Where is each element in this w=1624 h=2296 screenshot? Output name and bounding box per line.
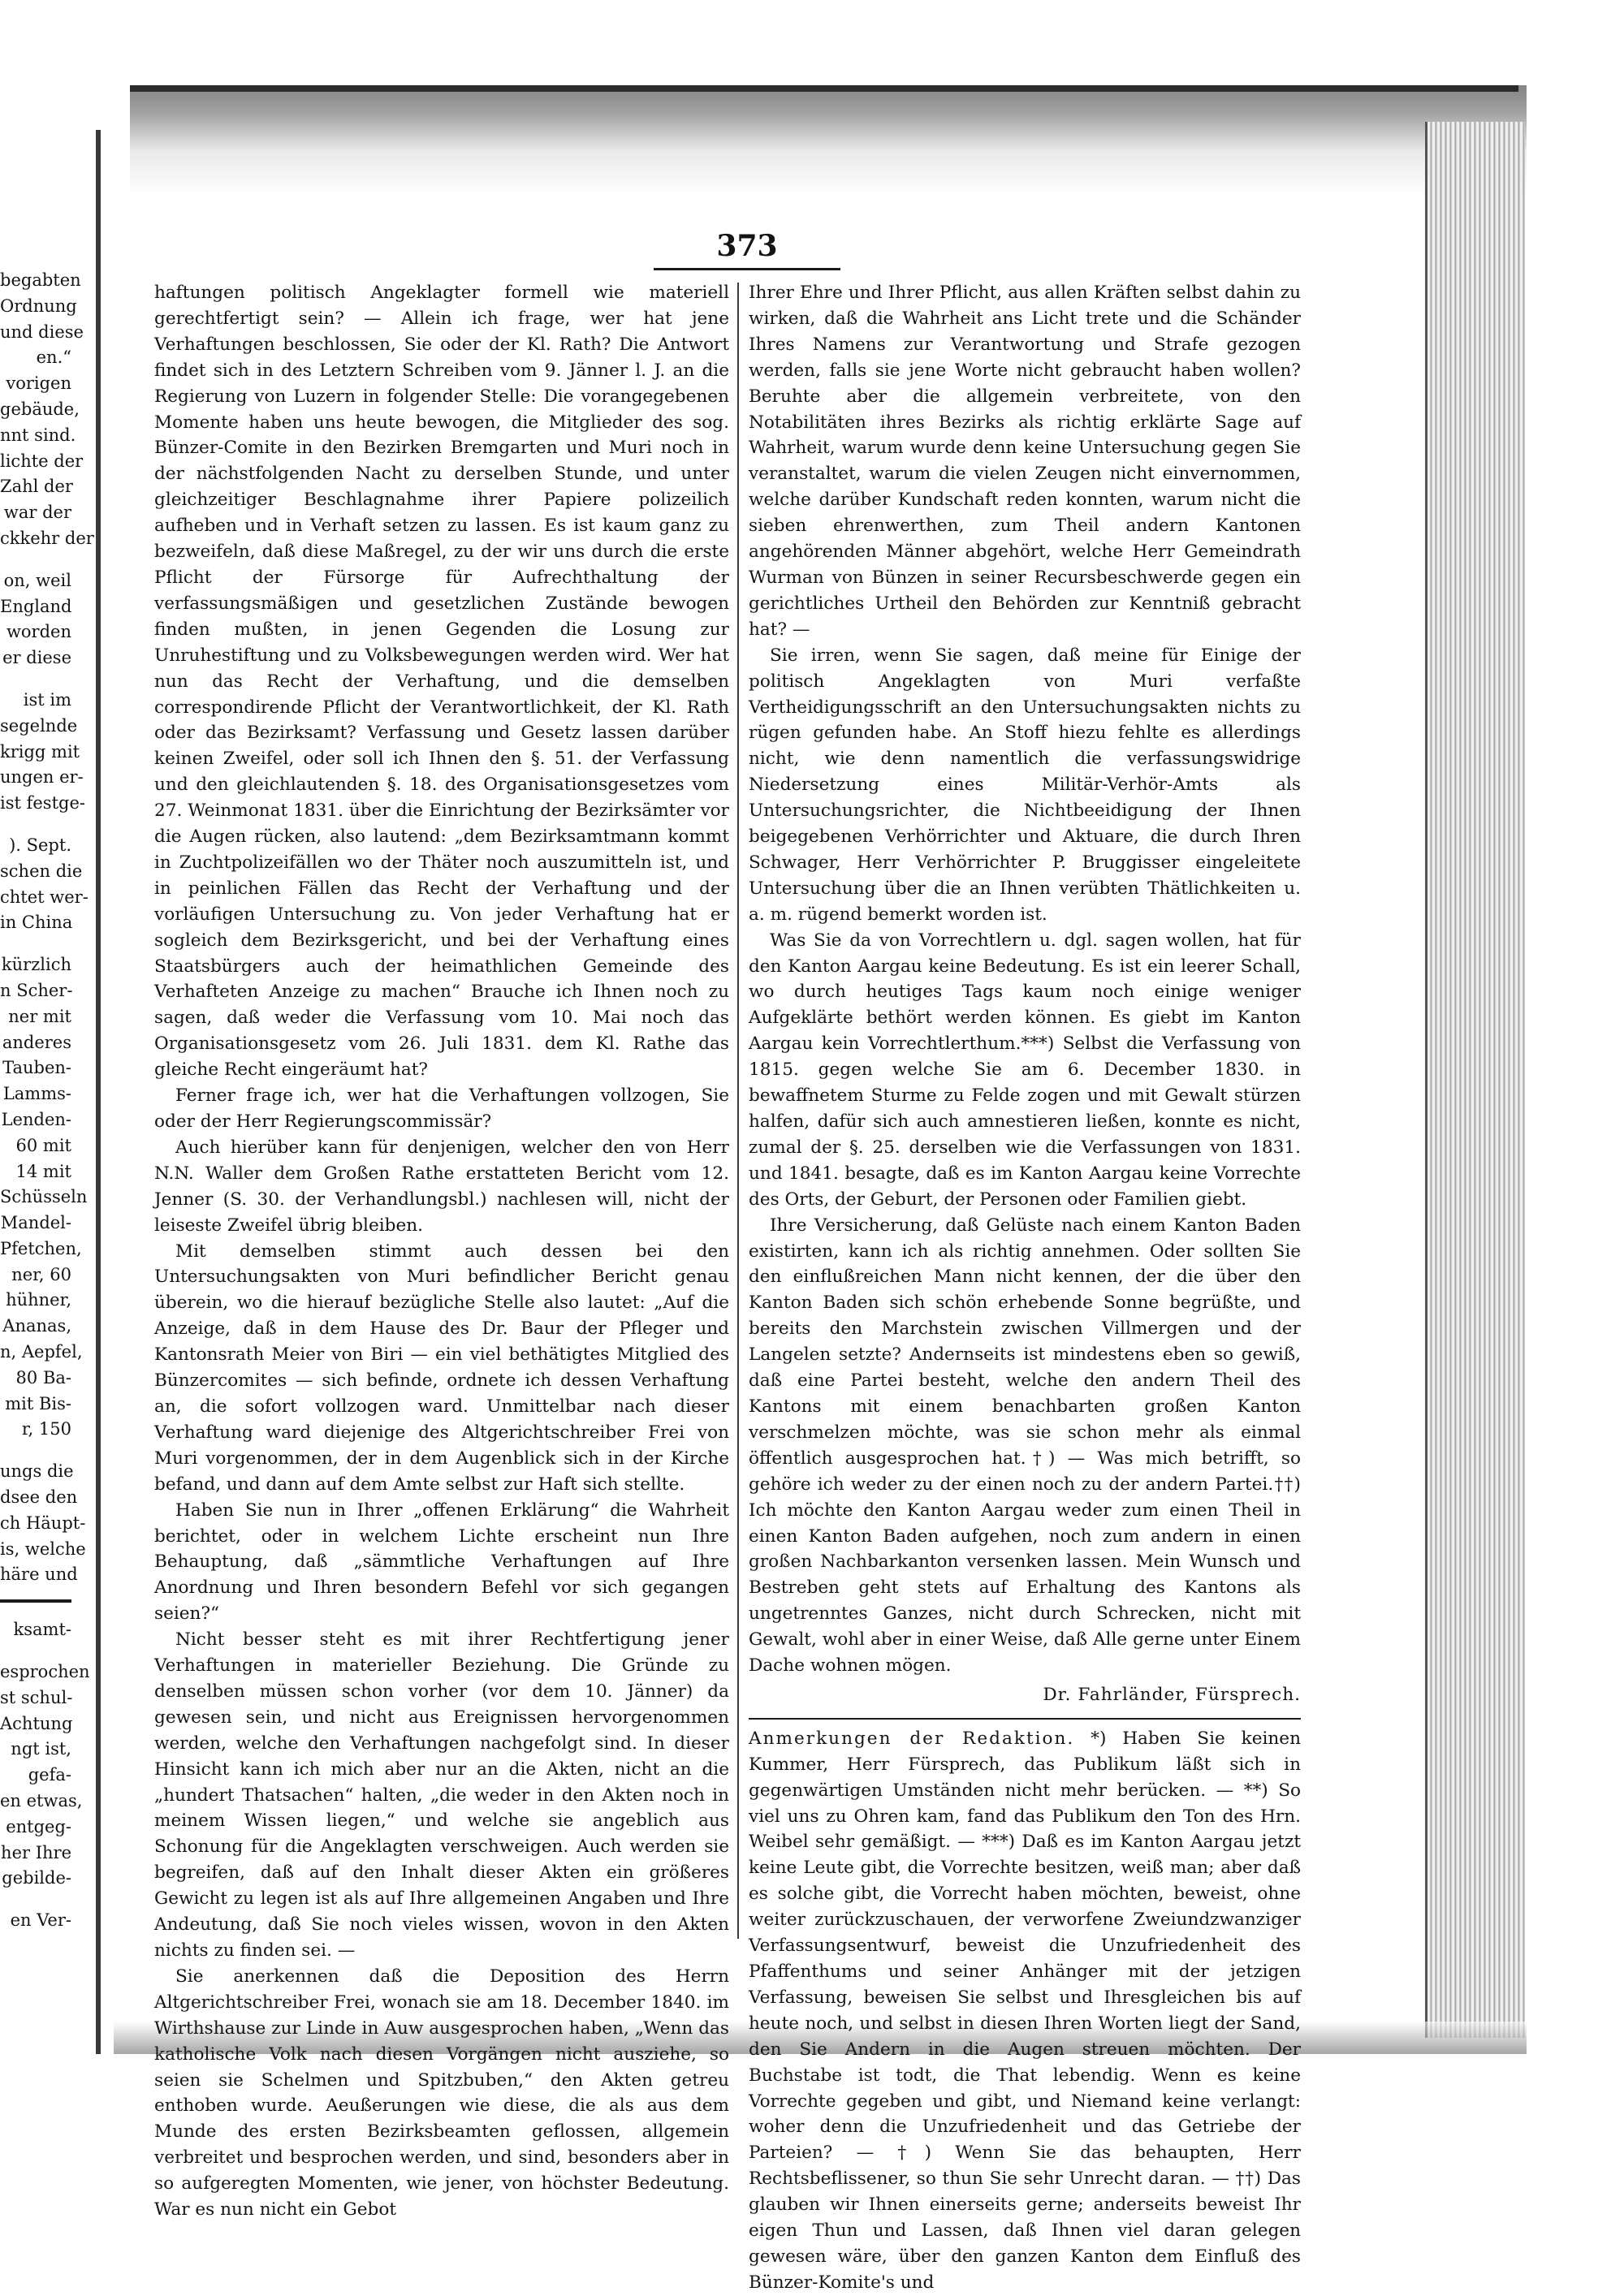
right-paragraph: Sie irren, wenn Sie sagen, daß meine für Einige der politisch Angeklagten von Muri verfaßte Vertheidigungsschrift an den Untersuchungsakten nichts zu rügen gefunden habe. An Stoff hiezu fehlte es allerdings nicht, wie denn namentlich die verfassungswidrige Niedersetzung eines Militär-Verhör-Amts als Untersuchungsrichter, die Nichtbeeidigung der Ihnen beigegebenen Verhörrichter und Aktuare, die durch Ihren Schwager, Herr Verhörrichter P. Bruggisser eingeleitete Untersuchung über die an Ihnen verübten Thätlichkeiten u. a. m. rügend bemerkt worden ist. (749, 645, 1301, 925)
left-paragraph: Mit demselben stimmt auch dessen bei den Untersuchungsakten von Muri befindlicher Bericht genau überein, wo die hierauf bezügliche Stelle also lautet: „Auf die Anzeige, daß in dem Hause des Dr. Baur der Pfleger und Kantonsrath Meier von Biri — ein viel bethätigtes Mitglied des Bünzercomites — sich befinde, ordnete ich dessen Verhaftung an, die sofort vollzogen ward. Unmittelbar nach dieser Verhaftung ward diejenige des Altgerichtschreiber Frei von Muri vorgenommen, der in dem Augenblick sich in der Kirche befand, und dann auf dem Amte selbst zur Haft sich stellte. (154, 1241, 729, 1495)
previous-page-line: ist festge- (0, 793, 85, 814)
previous-page-line: Pfetchen, (0, 1238, 82, 1258)
previous-page-line: war der (3, 503, 71, 523)
previous-page-line: segelnde (0, 715, 78, 736)
previous-page-line: vorigen (6, 373, 71, 394)
previous-page-line: er diese (2, 648, 71, 668)
left-paragraph: haftungen politisch Angeklagter formell wie materiell gerechtfertigt sein? — Allein ich frage, wer hat jene Verhaftungen beschlossen, Sie oder der Kl. Rath? Die Antwort findet sich in des Letztern Schreiben vom 9. Jänner l. J. an die Regierung von Luzern in folgender Stelle: Die vorangegebenen Momente haben uns heute bewogen, die Mitglieder des sog. Bünzer-Comite in den Bezirken Bremgarten und Muri noch in der nächstfolgenden Nacht zu derselben Stunde, und unter gleichzeitiger Beschlagnahme ihrer Papiere polizeilich aufheben und in Verhaft setzen zu lassen. Es ist kaum ganz zu bezweifeln, daß diese Maßregel, zu der wir uns durch die erste Pflicht der Fürsorge für Aufrechthaltung der verfassungsmäßigen und gesetzlichen Zustände bewogen finden mußten, in jenen Gegenden die Losung zur Unruhestiftung und zu Volksbewegungen werden wird. Wer hat nun das Recht der Verhaftung, und die demselben correspondirende Pflicht der Verantwortlichkeit, der Kl. Rath oder das Bezirksamt? Verfassung und Gesetz lassen darüber keinen Zweifel, oder soll ich Ihnen den §. 51. der Verfassung und den gleichlautenden §. 18. des Organisationsgesetzes vom 27. Weinmonat 1831. über die Einrichtung der Bezirksämter vor die Augen rücken, also lautend: „dem Bezirksamtmann kommt in Zuchtpolizeifällen wo der Thäter noch auszumitteln ist, und in peinlichen Fällen das Recht der Verhaftung und der vorläufigen Untersuchung zu. Von jeder Verhaftung hat er sogleich dem Bezirksgericht, und bei der Verhaftung eines Staatsbürgers auch der heimathlichen Gemeinde des Verhafteten Anzeige zu machen“ Brauche ich Ihnen noch zu sagen, daß weder die Verfassung vom 10. Mai noch das Organisationsgesetz vom 26. Juli 1831. dem Kl. Rathe das gleiche Recht eingeräumt hat? (154, 283, 729, 1081)
left-paragraph: Auch hierüber kann für denjenigen, welcher den von Herr N.N. Waller dem Großen Rathe erstatteten Bericht vom 12. Jenner (S. 30. der Verhandlungsbl.) nachlesen will, nicht der leiseste Zweifel übrig bleiben. (154, 1137, 729, 1236)
previous-page-line: esprochen (0, 1662, 90, 1682)
previous-page-line: n Scher- (0, 980, 73, 1000)
previous-page-line: ist im (23, 689, 71, 710)
right-paragraph: Was Sie da von Vorrechtlern u. dgl. sagen wollen, hat für den Kanton Aargau keine Bedeutung. Es ist ein leerer Schall, wo durch heutiges Tags kaum noch einige weniger Aufgeklärte bethört werden können. Es giebt im Kanton Aargau kein Vorrechtlerthum.***) Selbst die Verfassung von 1815. gegen welche Sie am 6. December 1830. in bewaffnetem Sturme zu Felde zogen und mit Gewalt stürzen halfen, dafür sich auch amnestieren ließen, konnte es nicht, zumal der §. 25. derselben wie die Verfassungen von 1831. und 1841. besagte, daß es im Kanton Aargau keine Vorrechte des Orts, der Geburt, der Personen oder Familien giebt. (749, 930, 1301, 1210)
previous-page-line: Lamms- (2, 1084, 71, 1104)
previous-page-line: Mandel- (0, 1213, 71, 1233)
right-paragraph: Ihre Versicherung, daß Gelüste nach einem Kanton Baden existirten, kann ich als richtig annehmen. Oder sollten Sie den einflußreichen Mann nicht kennen, der die über den Kanton Baden sich schön erhebende Sonne begrüßte, und bereits den Marchstein zwischen Villmergen und der Langelen setzte? Andernseits ist mindestens eben so gewiß, daß eine Partei besteht, welche den andern Theil des Kantons mit einem benachbarten großen Kanton verschmelzen möchte, was sie schon mehr als einmal öffentlich ausgesprochen hat.†) — Was mich betrifft, so gehöre ich weder zu der einen noch zu der andern Partei.††) Ich möchte den Kanton Aargau weder zum einen Theil in einen Kanton Baden aufgehen, noch zum andern in einen großen Nachbarkanton versenken lassen. Mein Wunsch und Bestreben geht stets auf Erhaltung des Kantons als ungetrenntes Ganzes, nicht durch Schrecken, nicht mit Gewalt, wohl aber in einer Weise, daß Alle gerne unter Einem Dache wohnen mögen. (749, 1215, 1301, 1677)
previous-page-line: is, welche (0, 1539, 86, 1559)
previous-page-fragment (0, 268, 94, 1931)
previous-page-line: England (0, 596, 72, 616)
left-paragraph: Sie anerkennen daß die Deposition des Herrn Altgerichtschreiber Frei, wonach sie am 18. December 1840. im Wirthshause zur Linde in Auw ausgesprochen haben, „Wenn das katholische Volk nach diesen Vorgängen nicht ausziehe, so seien sie Schelmen und Spitzbuben,“ den Akten getreu enthoben wurde. Aeußerungen wie diese, die als aus dem Munde des ersten Bezirksbeamten geflossen, allgemein verbreitet und besprochen werden, und sind, besonders aber in so aufgeregten Momenten, wie jener, von höchster Bedeutung. War es nun nicht ein Gebot (154, 1966, 729, 2220)
previous-page-line: 60 mit (15, 1135, 71, 1155)
previous-page-line (0, 936, 71, 952)
previous-page-line: st schul- (0, 1687, 73, 1707)
previous-page-line: en.“ (36, 347, 71, 368)
previous-page-line: 80 Ba- (15, 1367, 71, 1388)
column-divider (737, 283, 739, 1939)
previous-page-line: ). Sept. (9, 835, 71, 855)
previous-page-line: ungs die (0, 1461, 74, 1482)
previous-page-line: n, Aepfel, (0, 1342, 83, 1362)
scan-top-edge (130, 85, 1518, 92)
previous-page-line: lichte der (0, 451, 84, 471)
previous-page-line: in China (0, 913, 73, 933)
previous-page-line: her Ihre (1, 1842, 71, 1862)
previous-page-line (0, 1643, 71, 1659)
previous-page-line: gefa- (28, 1765, 71, 1785)
previous-page-line: krigg mit (0, 741, 80, 762)
previous-page-line: gebäude, (0, 399, 80, 419)
notes-heading: Anmerkungen der Redaktion. (749, 1728, 1075, 1749)
previous-page-line (0, 1892, 71, 1908)
left-paragraph: Haben Sie nun in Ihrer „offenen Erklärung“ die Wahrheit berichtet, oder in welchem Lichte erscheint nun Ihre Behauptung, daß „sämmtliche Verhaftungen auf Ihre Anordnung und Ihren besondern Befehl vor sich gegangen seien?“ (154, 1500, 729, 1625)
notes-text: *) Haben Sie keinen Kummer, Herr Fürsprech, das Publikum läßt sich in gegenwärtigen Umständen nicht mehr berücken. — **) So viel uns zu Ohren kam, fand das Publikum den Ton des Hrn. Weibel sehr gemäßigt. — ***) Daß es im Kanton Aargau jetzt keine Leute gibt, die Vorrechte besitzen, weiß man; aber daß es solche gibt, die Vorrecht haben möchten, beweist, ohne weiter zurückzuschauen, der verworfene Zweiundzwanziger Verfassungsentwurf, beweist die Unzufriedenheit des Pfaffenthums und seiner Anhänger mit der jetzigen Verfassung, beweisen Sie selbst und Ihresgleichen bis auf heute noch, und selbst in diesen Ihren Worten liegt der Sand, den Sie Andern in die Augen streuen möchten. Der Buchstabe ist todt, die That lebendig. Wenn es keine Vorrechte gegeben und gibt, und Niemand keine verlangt: woher denn die Unzufriedenheit und das Getriebe der Parteien? — †) Wenn Sie das behaupten, Herr Rechtsbeflissener, so thun Sie sehr Unrecht daran. — ††) Das glauben wir Ihnen einerseits gerne; anderseits beweist Ihr eigen Thun und Lassen, daß Ihnen viel daran gelegen gewesen wäre, über den ganzen Kanton dem Einfluß des Bünzer-Komite's und (749, 1728, 1301, 2293)
signature: Dr. Fahrländer, Fürsprech. (1043, 1684, 1301, 1705)
previous-page-line (0, 817, 71, 833)
previous-page-line: gebilde- (2, 1868, 71, 1888)
previous-page-line: Ordnung (0, 296, 77, 316)
left-column (154, 280, 729, 2223)
previous-page-line: ungen er- (0, 767, 84, 788)
previous-page-line: on, weil (3, 570, 71, 590)
previous-page-line: ngt ist, (11, 1739, 71, 1759)
editorial-notes (749, 1726, 1301, 2296)
left-paragraph: Ferner frage ich, wer hat die Verhaftungen vollzogen, Sie oder der Herr Regierungscommissär? (154, 1085, 729, 1132)
book-fore-edge (1425, 122, 1525, 2038)
previous-page-line: entgeg- (6, 1816, 71, 1836)
previous-page-line: worden (6, 622, 71, 642)
previous-page-line: ch Häupt- (0, 1513, 86, 1533)
previous-page-line: en Ver- (10, 1910, 71, 1931)
left-paragraph: Nicht besser steht es mit ihrer Rechtfertigung jener Verhaftungen in materieller Beziehung. Die Gründe zu denselben müssen schon vorher (vor dem 10. Jänner) da gewesen sein, und nicht aus Ereignissen hervorgenommen werden, welche den Verhaftungen nachgefolgt sind. In dieser Hinsicht kann ich mich aber nur an die Akten, nicht an die „hundert Thatsachen“ halten, „die weder in den Akten noch in meinem Wissen liegen,“ und welche sie angeblich aus Schonung für die Angeklagten verschweigen. Auch werden sie begreifen, daß auf den Inhalt dieser Akten ein größeres Gewicht zu legen ist als auf Ihre allgemeinen Angaben und Ihre Andeutung, daß Sie noch vieles wissen, wovon in den Akten nichts zu finden sei. — (154, 1629, 729, 1961)
right-column-paragraphs (749, 280, 1301, 1679)
previous-page-line: 14 mit (15, 1161, 71, 1181)
previous-page-line: kürzlich (1, 955, 71, 975)
previous-page-line: und diese (0, 322, 84, 342)
page-number: 373 (716, 229, 778, 263)
right-column (749, 280, 1301, 2296)
previous-page-line: r, 150 (21, 1419, 71, 1439)
previous-page-line (0, 552, 71, 568)
previous-page-line: ner mit (8, 1006, 71, 1026)
previous-page-line: schen die (0, 861, 83, 881)
previous-page-line: chtet wer- (0, 887, 89, 907)
previous-page-line: ner, 60 (11, 1264, 71, 1284)
right-paragraph: Ihrer Ehre und Ihrer Pflicht, aus allen Kräften selbst dahin zu wirken, daß die Wahrheit ans Licht trete und die Schänder Ihres Namens zur Verantwortung und Strafe gezogen werden, falls sie jene Worte nicht gebraucht haben wollen? Beruhte aber die allgemein verbreitete, von den Notabilitäten ihres Bezirks als richtig erklärte Sage auf Wahrheit, warum wurde denn keine Untersuchung gegen Sie veranstaltet, warum die vielen Zeugen nicht einvernommen, welche darüber Kundschaft reden konnten, warum nicht die sieben ehrenwerthen, zum Theil andern Kantonen angehörenden Männer abgehört, welche Herr Gemeindrath Wurman von Bünzen in seiner Recursbeschwerde gegen ein gerichtliches Urtheil den Behörden zur Kenntniß gebracht hat? — (749, 283, 1301, 640)
previous-page-line: ckkehr der (0, 528, 94, 548)
header-rule (654, 268, 840, 270)
previous-page-line: nnt sind. (0, 425, 76, 445)
previous-page-line: begabten (0, 270, 81, 290)
previous-page-line: Zahl der (0, 477, 73, 497)
previous-page-line: Ananas, (2, 1316, 71, 1336)
scan-gutter-edge (96, 130, 101, 2054)
previous-page-line (0, 671, 71, 688)
previous-page-line: anderes (2, 1032, 71, 1052)
previous-page-rule (0, 1599, 71, 1603)
previous-page-line (0, 1443, 71, 1459)
previous-page-line: mit Bis- (5, 1393, 71, 1413)
previous-page-line: häre und (0, 1564, 78, 1585)
previous-page-line: en etwas, (0, 1791, 83, 1811)
previous-page-line: dsee den (0, 1487, 78, 1508)
previous-page-line: ksamt- (13, 1620, 71, 1640)
previous-page-line: Schüsseln (0, 1187, 88, 1207)
previous-page-line: hühner, (6, 1290, 71, 1310)
book-top-shadow (130, 85, 1527, 195)
previous-page-line: Tauben- (2, 1058, 71, 1078)
notes-rule (749, 1718, 1301, 1720)
previous-page-line: Lenden- (1, 1109, 71, 1129)
previous-page-line: Achtung (0, 1713, 73, 1733)
